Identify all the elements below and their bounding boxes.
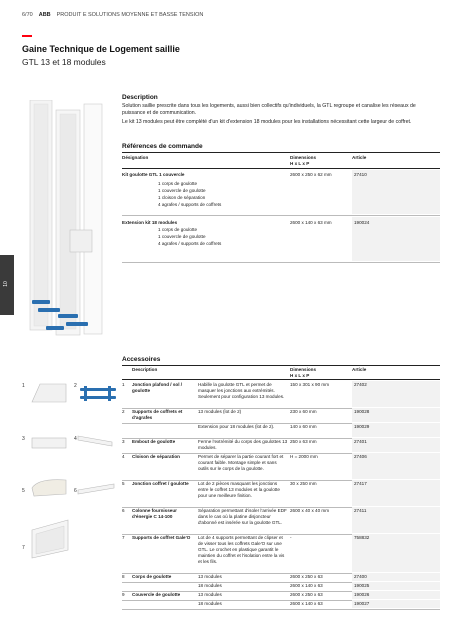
accessory-name: Corps de goulotte <box>132 574 172 579</box>
accessory-row <box>122 480 440 507</box>
accessory-description: Séparation permettant d'isoler l'arrivée EDF dans le cas où la platine disjoncteur d'abonné est insérée sur la goulotte GTL. <box>198 508 287 525</box>
accessory-row <box>122 423 440 438</box>
thumb-number: 5 <box>22 488 25 494</box>
divider <box>122 609 440 610</box>
col-description: Description <box>132 367 158 372</box>
accessory-dimensions: 30 x 250 mm <box>290 481 317 486</box>
accessory-article: 27402 <box>354 382 367 387</box>
accessory-number: 1 <box>122 382 125 387</box>
col-dimensions-sub: H x L x P <box>290 161 310 166</box>
accessories-heading: Accessoires <box>122 356 161 363</box>
ref-item: 1 couvercle de goulotte <box>158 188 206 193</box>
description-p2: Le kit 13 modules peut être complété d'un kit d'extension 18 modules pour les installations nécessitant cette largeur de coffret. <box>122 119 412 125</box>
accessory-row <box>122 582 440 591</box>
product-image <box>22 100 110 350</box>
accessory-row <box>122 453 440 480</box>
accessory-dimensions: 140 x 60 mm <box>290 424 317 429</box>
divider <box>122 168 440 169</box>
ref-dims: 2600 x 250 x 62 mm <box>290 172 332 177</box>
accessory-number: 7 <box>122 535 125 540</box>
thumb-number: 6 <box>74 488 77 494</box>
ref-item: 1 cloison de séparation <box>158 195 206 200</box>
accessory-article: 190025 <box>354 583 370 588</box>
col-dimensions: Dimensions <box>290 367 317 372</box>
accessory-article: 190029 <box>354 424 370 429</box>
accent-bar <box>22 35 32 37</box>
col-article: Article <box>352 367 367 372</box>
ref-item: 1 corps de goulotte <box>158 227 198 232</box>
accessory-dimensions: 2600 x 140 x 63 <box>290 583 323 588</box>
accessory-name: Jonction plafond / sol / goulotte <box>132 382 183 393</box>
thumb-number: 7 <box>22 545 25 551</box>
accessory-article: 758832 <box>354 535 370 540</box>
accessory-name: Supports de coffrets et d'agrafes <box>132 409 183 420</box>
accessory-thumbnails <box>28 380 120 580</box>
accessory-article: 190028 <box>354 409 370 414</box>
accessory-name: Embout de goulotte <box>132 439 176 444</box>
accessory-dimensions: 230 x 60 mm <box>290 409 317 414</box>
accessory-row <box>122 438 440 453</box>
page-subtitle: GTL 13 et 18 modules <box>22 57 106 67</box>
accessory-dimensions: H = 2000 mm <box>290 454 318 459</box>
page-number: 6/70 <box>22 12 33 18</box>
accessory-row <box>122 507 440 534</box>
accessory-description: 13 modules <box>198 592 222 597</box>
accessory-name: Supports de coffret Gale'O <box>132 535 191 540</box>
accessory-description: Lot de 4 supports permettant de clipser et de visser tous les coffrets Gale'O sur une GTL. Le crochet en plastique garantit le maintien du coffret et l'isolation entre la vis et les fils. <box>198 535 285 564</box>
brand-name: ABB <box>38 12 51 18</box>
accessory-dimensions: 2600 x 250 x 63 <box>290 592 323 597</box>
accessory-number: 2 <box>122 409 125 414</box>
accessory-name: Jonction coffret / goulotte <box>132 481 189 486</box>
page-title: Gaine Technique de Logement saillie <box>22 44 180 54</box>
section-name: PRODUIT E SOLUTIONS MOYENNE ET BASSE TENSION <box>56 12 204 18</box>
accessory-description: Ferme l'extrémité du corps des goulottes 13 modules. <box>198 439 288 450</box>
accessory-description: Extension pour 18 modules (lot de 2). <box>198 424 275 429</box>
divider <box>122 379 440 380</box>
accessory-row <box>122 573 440 582</box>
col-dimensions-sub: H x L x P <box>290 373 310 378</box>
divider <box>122 365 440 366</box>
thumb-number: 3 <box>22 436 25 442</box>
ref-item: 4 agrafes / supports de coffrets <box>158 202 222 207</box>
accessory-description: 13 modules <box>198 574 222 579</box>
accessory-number: 9 <box>122 592 125 597</box>
accessory-dimensions: 2600 x 140 x 63 <box>290 601 323 606</box>
divider <box>122 152 440 153</box>
accessory-name: Couvercle de goulotte <box>132 592 181 597</box>
accessory-dimensions: 2600 x 40 x 40 mm <box>290 508 330 513</box>
accessory-number: 3 <box>122 439 125 444</box>
accessory-dimensions: 2600 x 250 x 63 <box>290 574 323 579</box>
accessory-dimensions: - <box>290 535 292 540</box>
col-designation: Désignation <box>122 155 149 160</box>
accessory-description: 18 modules <box>198 601 222 606</box>
col-dimensions: Dimensions <box>290 155 317 160</box>
ref-dims: 2600 x 140 x 63 mm <box>290 220 332 225</box>
accessory-row <box>122 600 440 609</box>
accessory-description: Lot de 2 pièces masquant les jonctions entre le coffret 13 modules et la goulotte pour une meilleure finition. <box>198 481 280 498</box>
accessory-row <box>122 408 440 423</box>
thumb-number: 1 <box>22 383 25 389</box>
accessory-dimensions: 150 x 301 x 90 mm <box>290 382 330 387</box>
ref-article: 27410 <box>354 172 367 177</box>
accessory-description: Habille la goulotte GTL et permet de masquer les jonctions aux extrémités. Seulement pour configuration 13 modules. <box>198 382 285 399</box>
ref-article: 190024 <box>354 220 370 225</box>
ref-item: 1 corps de goulotte <box>158 181 198 186</box>
accessory-description: 18 modules <box>198 583 222 588</box>
accessory-number: 5 <box>122 481 125 486</box>
accessory-number: 8 <box>122 574 125 579</box>
accessory-article: 27400 <box>354 574 367 579</box>
accessory-article: 27406 <box>354 454 367 459</box>
thumb-number: 2 <box>74 383 77 389</box>
accessory-number: 4 <box>122 454 125 459</box>
ref-name: Kit goulotte GTL 1 couvercle <box>122 172 185 177</box>
divider <box>122 215 440 216</box>
col-article: Article <box>352 155 367 160</box>
ref-item: 4 agrafes / supports de coffrets <box>158 241 222 246</box>
ref-name: Extension kit 18 modules <box>122 220 178 225</box>
ref-item: 1 couvercle de goulotte <box>158 234 206 239</box>
accessory-description: Permet de séparer la partie courant fort et courant faible. Montage simple et sans outils sur le corps de la goulotte. <box>198 454 284 471</box>
accessory-article: 190027 <box>354 601 370 606</box>
description-heading: Description <box>122 94 158 101</box>
chapter-tab: 10 <box>0 255 14 315</box>
accessory-name: Colonne fournisseur d'énergie C 14-100 <box>132 508 177 519</box>
references-heading: Références de commande <box>122 143 203 150</box>
description-p1: Solution saillie prescrite dans tous les logements, aussi bien collectifs qu'individuels, la GTL regroupe et canalise les réseaux de puissance et de communication. <box>122 103 416 116</box>
accessory-dimensions: 250 x 63 mm <box>290 439 317 444</box>
accessory-name: Cloison de séparation <box>132 454 180 459</box>
thumb-number: 4 <box>74 436 77 442</box>
accessory-article: 27411 <box>354 508 367 513</box>
accessory-number: 6 <box>122 508 125 513</box>
page-header <box>22 12 203 18</box>
accessory-description: 13 modules (lot de 2) <box>198 409 242 414</box>
accessory-row <box>122 534 440 573</box>
accessory-article: 190026 <box>354 592 370 597</box>
divider <box>122 262 440 263</box>
accessory-row <box>122 591 440 600</box>
accessory-row <box>122 381 440 408</box>
accessory-article: 27401 <box>354 439 367 444</box>
accessory-article: 27417 <box>354 481 367 486</box>
